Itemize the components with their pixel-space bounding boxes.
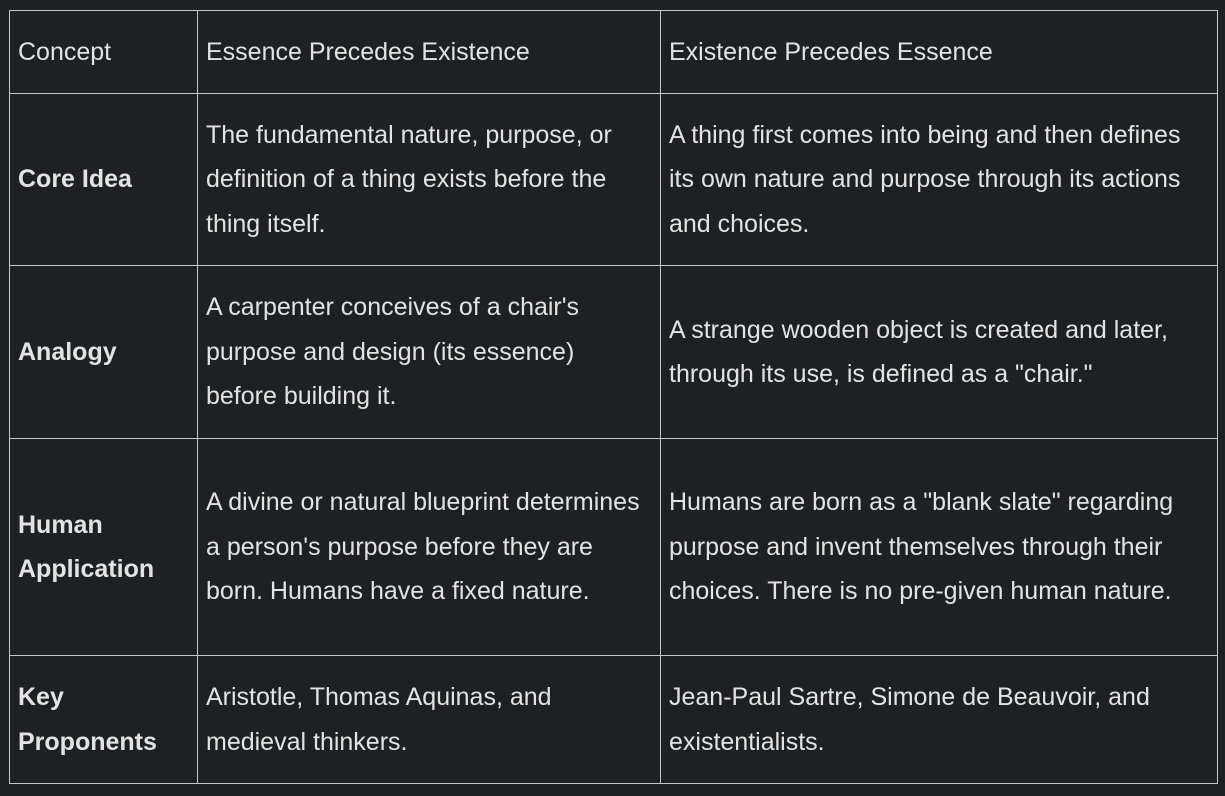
row-label-core-idea: Core Idea bbox=[10, 94, 198, 266]
row-label-analogy: Analogy bbox=[10, 266, 198, 439]
row-label-human-application: Human Application bbox=[10, 439, 198, 656]
header-essence-precedes-existence: Essence Precedes Existence bbox=[198, 11, 661, 94]
table-row bbox=[10, 94, 1218, 266]
cell-existence-first: A strange wooden object is created and later, through its use, is defined as a "chair." bbox=[661, 266, 1218, 439]
cell-essence-first: Aristotle, Thomas Aquinas, and medieval thinkers. bbox=[198, 656, 661, 784]
table-row bbox=[10, 656, 1218, 784]
cell-essence-first: A divine or natural blueprint determines a person's purpose before they are born. Humans have a fixed nature. bbox=[198, 439, 661, 656]
header-existence-precedes-essence: Existence Precedes Essence bbox=[661, 11, 1218, 94]
comparison-table bbox=[9, 10, 1218, 784]
table-header-row bbox=[10, 11, 1218, 94]
cell-essence-first: The fundamental nature, purpose, or definition of a thing exists before the thing itself. bbox=[198, 94, 661, 266]
table-row bbox=[10, 266, 1218, 439]
row-label-key-proponents: Key Proponents bbox=[10, 656, 198, 784]
table-row bbox=[10, 439, 1218, 656]
header-concept: Concept bbox=[10, 11, 198, 94]
cell-existence-first: Jean-Paul Sartre, Simone de Beauvoir, and existentialists. bbox=[661, 656, 1218, 784]
cell-existence-first: Humans are born as a "blank slate" regarding purpose and invent themselves through their choices. There is no pre-given human nature. bbox=[661, 439, 1218, 656]
cell-essence-first: A carpenter conceives of a chair's purpose and design (its essence) before building it. bbox=[198, 266, 661, 439]
cell-existence-first: A thing first comes into being and then defines its own nature and purpose through its actions and choices. bbox=[661, 94, 1218, 266]
